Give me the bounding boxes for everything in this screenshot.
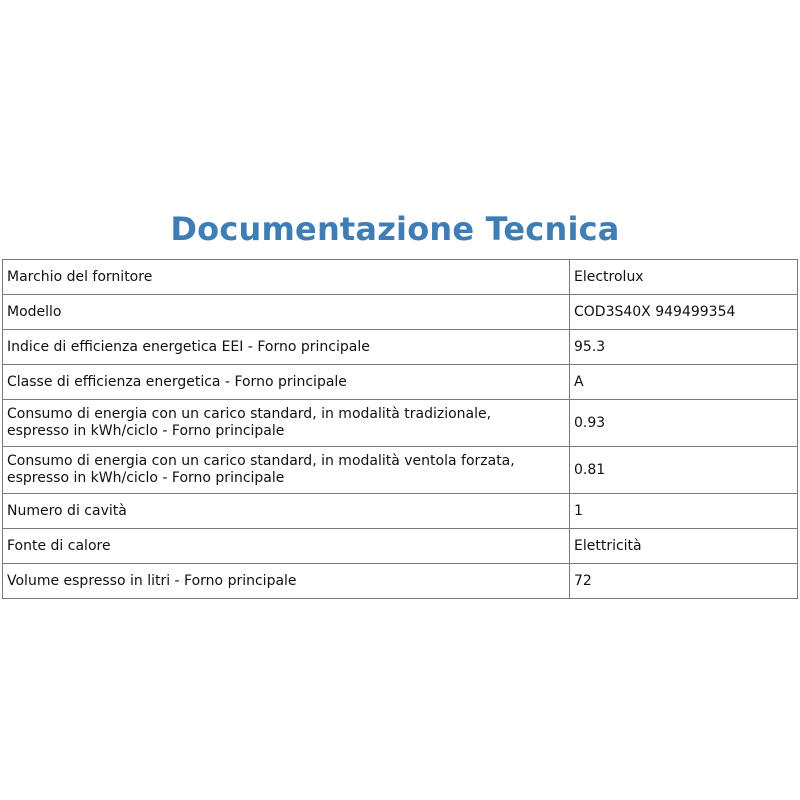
row-value: Electrolux	[570, 260, 798, 295]
table-row-consumption-conventional	[3, 400, 798, 447]
row-value: 1	[570, 494, 798, 529]
row-label	[3, 447, 570, 494]
row-label: Marchio del fornitore	[3, 260, 570, 295]
row-label	[3, 400, 570, 447]
row-label: Modello	[3, 295, 570, 330]
row-label: Volume espresso in litri - Forno principale	[3, 564, 570, 599]
page-title: Documentazione Tecnica	[170, 210, 620, 249]
row-label-line: espresso in kWh/ciclo - Forno principale	[7, 470, 285, 486]
table-row-heat-source	[3, 529, 798, 564]
row-value: COD3S40X 949499354	[570, 295, 798, 330]
table-row-eei	[3, 330, 798, 365]
table-row-supplier	[3, 260, 798, 295]
table-row-consumption-fan	[3, 447, 798, 494]
row-label: Numero di cavità	[3, 494, 570, 529]
row-label-line: espresso in kWh/ciclo - Forno principale	[7, 423, 285, 439]
spec-table	[2, 259, 798, 599]
table-row-volume	[3, 564, 798, 599]
row-value: 72	[570, 564, 798, 599]
row-value: Elettricità	[570, 529, 798, 564]
row-label: Indice di efficienza energetica EEI - Forno principale	[3, 330, 570, 365]
row-label: Classe di efficienza energetica - Forno principale	[3, 365, 570, 400]
table-row-model	[3, 295, 798, 330]
row-label-line: Consumo di energia con un carico standard, in modalità ventola forzata,	[7, 453, 515, 469]
table-row-energy-class	[3, 365, 798, 400]
row-label: Fonte di calore	[3, 529, 570, 564]
row-value: 0.93	[570, 400, 798, 447]
row-value: 95.3	[570, 330, 798, 365]
row-value: 0.81	[570, 447, 798, 494]
row-label-line: Consumo di energia con un carico standard, in modalità tradizionale,	[7, 406, 492, 422]
row-value: A	[570, 365, 798, 400]
table-row-cavities	[3, 494, 798, 529]
